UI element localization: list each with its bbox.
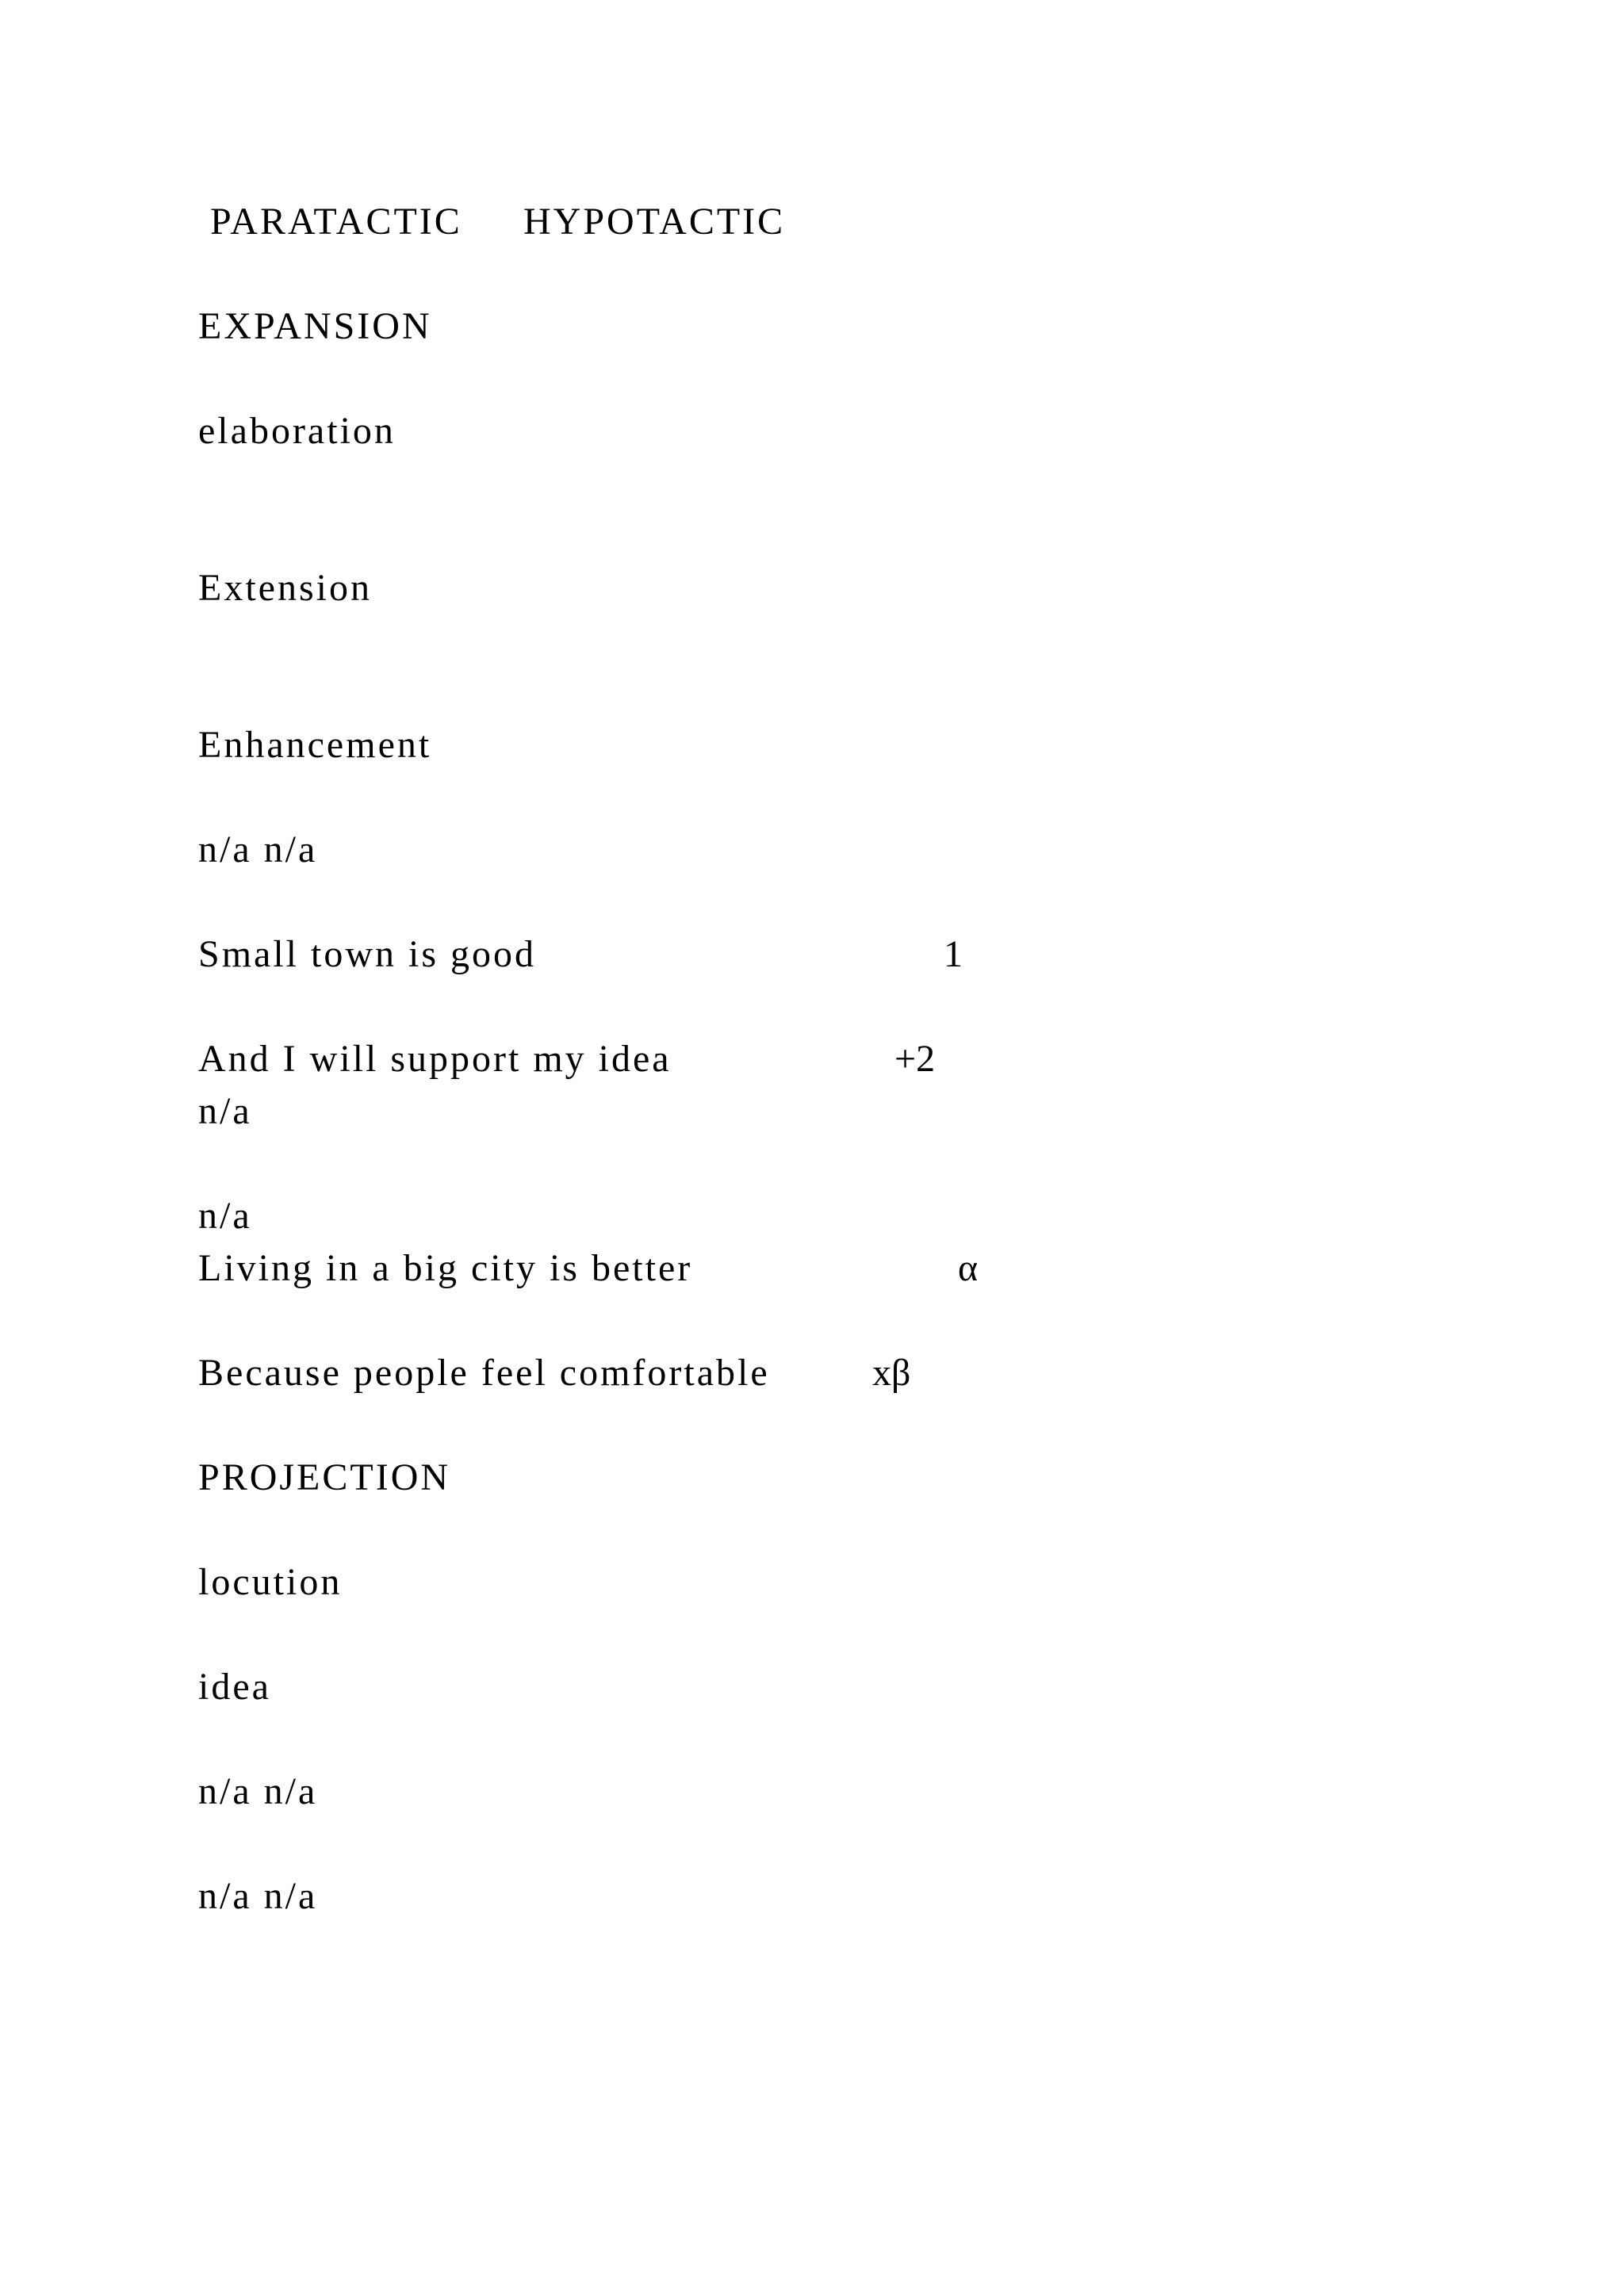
support-text: And I will support my idea <box>198 1038 672 1080</box>
na-pair-2: n/a n/a <box>198 1770 318 1812</box>
expansion-heading: EXPANSION <box>198 305 432 347</box>
because-text: Because people feel comfortable <box>198 1352 770 1394</box>
na-single-1: n/a <box>198 1090 252 1132</box>
projection-heading: PROJECTION <box>198 1456 451 1498</box>
column-header-paratactic: PARATACTIC <box>210 201 462 243</box>
small-town-mark: 1 <box>944 933 963 975</box>
na-single-2: n/a <box>198 1195 252 1237</box>
because-mark: xβ <box>872 1352 911 1394</box>
elaboration-label: elaboration <box>198 410 396 452</box>
big-city-mark: α <box>958 1247 979 1289</box>
support-mark: +2 <box>894 1038 936 1080</box>
small-town-text: Small town is good <box>198 933 537 975</box>
extension-label: Extension <box>198 567 372 609</box>
column-header-hypotactic: HYPOTACTIC <box>523 201 786 243</box>
locution-label: locution <box>198 1561 343 1603</box>
enhancement-label: Enhancement <box>198 724 432 766</box>
na-pair-1: n/a n/a <box>198 828 318 871</box>
idea-label: idea <box>198 1666 271 1708</box>
na-pair-3: n/a n/a <box>198 1875 318 1917</box>
big-city-text: Living in a big city is better <box>198 1247 693 1289</box>
